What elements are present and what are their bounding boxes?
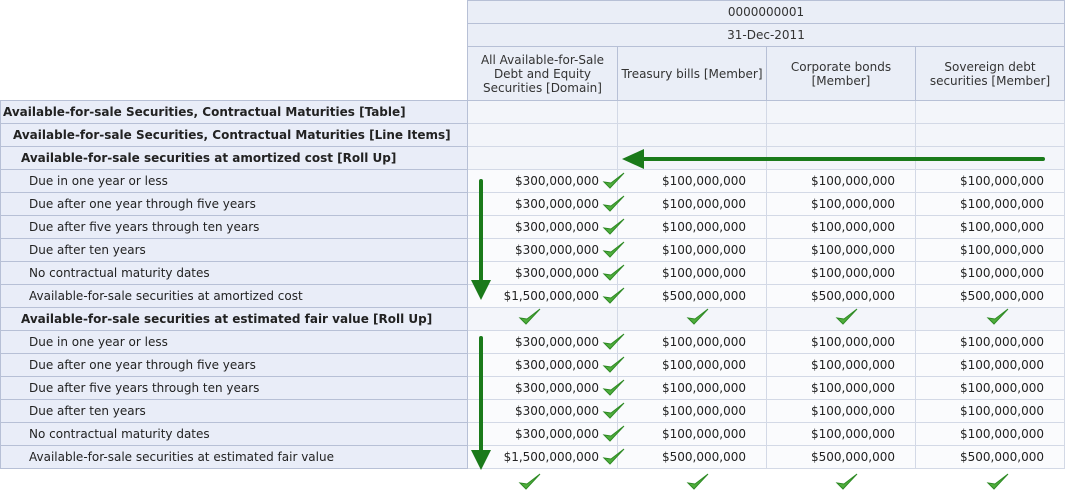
table-row [1,285,1065,308]
row-label: Due after one year through five years [1,193,468,216]
value-cell: $100,000,000 [767,423,916,446]
row-label: Available-for-sale Securities, Contractual Maturities [Table] [1,101,468,124]
value-cell: $100,000,000 [767,331,916,354]
checkmark-icon [686,307,710,327]
value-cell: $100,000,000 [767,170,916,193]
value-cell: $100,000,000 [916,423,1065,446]
value-cell: $100,000,000 [618,239,767,262]
table-row [1,170,1065,193]
value-cell: $100,000,000 [767,239,916,262]
value-cell: $500,000,000 [767,285,916,308]
checkmark-icon [602,424,626,444]
context-id-header: 0000000001 [468,1,1065,24]
checkmark-icon [518,307,542,327]
checkmark-icon [602,447,626,467]
value-cell: $500,000,000 [916,446,1065,469]
row-label: No contractual maturity dates [1,262,468,285]
value-cell: $300,000,000 [468,400,618,423]
table-row [1,400,1065,423]
value-cell: $100,000,000 [618,193,767,216]
value-cell: $300,000,000 [468,377,618,400]
checkmark-icon [602,332,626,352]
row-label: Available-for-sale securities at estimated fair value [1,446,468,469]
table-row [1,354,1065,377]
value-cell: $100,000,000 [618,262,767,285]
checkmark-icon [602,401,626,421]
value-cell: $100,000,000 [618,423,767,446]
row-label: Due after one year through five years [1,354,468,377]
checkmark-icon [602,263,626,283]
value-cell: $100,000,000 [618,170,767,193]
table-row [1,377,1065,400]
value-cell: $300,000,000 [468,239,618,262]
row-label: Due after five years through ten years [1,216,468,239]
value-cell: $100,000,000 [916,239,1065,262]
value-cell: $100,000,000 [916,170,1065,193]
checkmark-icon [602,378,626,398]
value-cell: $100,000,000 [767,377,916,400]
period-header: 31-Dec-2011 [468,24,1065,47]
value-cell: $300,000,000 [468,262,618,285]
corner-cell [1,1,468,24]
value-cell: $100,000,000 [916,400,1065,423]
row-label: No contractual maturity dates [1,423,468,446]
value-cell: $1,500,000,000 [468,285,618,308]
value-cell: $100,000,000 [916,216,1065,239]
table-row [1,331,1065,354]
value-cell: $300,000,000 [468,423,618,446]
checkmark-icon [835,472,859,492]
value-cell: $100,000,000 [767,262,916,285]
value-cell: $100,000,000 [916,262,1065,285]
column-header-corporate-bonds: Corporate bonds [Member] [767,47,916,101]
value-cell: $500,000,000 [618,285,767,308]
table-row [1,216,1065,239]
checkmark-icon [986,472,1010,492]
row-label: Available-for-sale securities at estimated fair value [Roll Up] [1,308,468,331]
value-cell: $500,000,000 [767,446,916,469]
row-label: Due after ten years [1,400,468,423]
table-row [1,423,1065,446]
checkmark-icon [602,194,626,214]
table-row [1,147,1065,170]
value-cell: $100,000,000 [916,331,1065,354]
value-cell: $100,000,000 [916,193,1065,216]
column-header-treasury-bills: Treasury bills [Member] [618,47,767,101]
value-cell: $300,000,000 [468,193,618,216]
row-label: Available-for-sale Securities, Contractual Maturities [Line Items] [1,124,468,147]
value-cell: $100,000,000 [618,400,767,423]
value-cell: $1,500,000,000 [468,446,618,469]
value-cell: $300,000,000 [468,331,618,354]
value-cell: $500,000,000 [916,285,1065,308]
value-cell: $100,000,000 [618,377,767,400]
row-label: Available-for-sale securities at amortized cost [Roll Up] [1,147,468,170]
value-cell: $500,000,000 [618,446,767,469]
value-cell: $100,000,000 [618,354,767,377]
value-cell: $100,000,000 [767,400,916,423]
row-label: Due after five years through ten years [1,377,468,400]
value-cell: $300,000,000 [468,170,618,193]
checkmark-icon [602,217,626,237]
value-cell: $100,000,000 [916,377,1065,400]
table-row [1,193,1065,216]
value-cell: $100,000,000 [767,354,916,377]
checkmark-icon [518,472,542,492]
corner-cell [1,47,468,101]
column-header-sovereign-debt: Sovereign debt securities [Member] [916,47,1065,101]
column-header-all-securities: All Available-for-Sale Debt and Equity Securities [Domain] [468,47,618,101]
table-row [1,239,1065,262]
table-row [1,101,1065,124]
checkmark-icon [835,307,859,327]
checkmark-icon [986,307,1010,327]
value-cell: $100,000,000 [618,216,767,239]
value-cell: $100,000,000 [767,216,916,239]
checkmark-icon [602,286,626,306]
table-row [1,446,1065,469]
checkmark-icon [602,171,626,191]
value-cell: $100,000,000 [767,193,916,216]
value-cell: $300,000,000 [468,216,618,239]
table-row [1,124,1065,147]
checkmark-icon [602,355,626,375]
table-row [1,262,1065,285]
checkmark-icon [686,472,710,492]
value-cell: $100,000,000 [916,354,1065,377]
corner-cell [1,24,468,47]
row-label: Due in one year or less [1,170,468,193]
row-label: Due after ten years [1,239,468,262]
value-cell: $300,000,000 [468,354,618,377]
value-cell: $100,000,000 [618,331,767,354]
row-label: Due in one year or less [1,331,468,354]
checkmark-icon [602,240,626,260]
row-label: Available-for-sale securities at amortized cost [1,285,468,308]
